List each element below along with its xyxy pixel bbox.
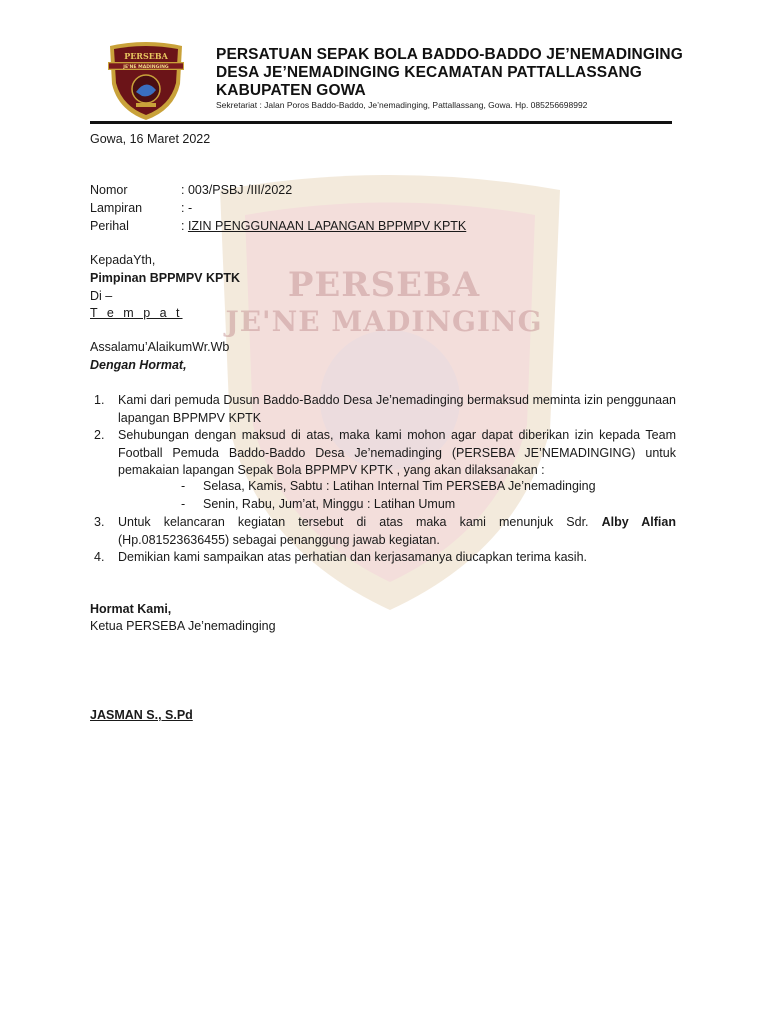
list-item-text	[118, 514, 676, 549]
nomor-label: Nomor	[90, 183, 128, 197]
club-logo	[106, 40, 186, 122]
header-rule	[90, 121, 672, 124]
letter-date: Gowa, 16 Maret 2022	[90, 132, 211, 146]
list-item	[94, 549, 676, 567]
greeting-salam: Assalamu’AlaikumWr.Wb	[90, 340, 230, 354]
closing-hormat-kami: Hormat Kami,	[90, 602, 172, 616]
lampiran-label: Lampiran	[90, 201, 143, 215]
signer-name: JASMAN S., S.Pd	[90, 708, 193, 722]
list-item	[94, 514, 676, 550]
logo-title-text: PERSEBA	[124, 51, 168, 61]
logo-band-text: JE'NE MADINGING	[123, 65, 169, 70]
list-item-number: 2.	[94, 428, 105, 442]
watermark-text-bottom: JE'NE MADINGING	[225, 305, 543, 338]
responsible-person: Alby Alfian	[601, 515, 676, 529]
perihal-value-line	[181, 219, 466, 233]
schedule-item: Selasa, Kamis, Sabtu : Latihan Internal Tim PERSEBA Je’nemadinging	[203, 479, 596, 493]
recipient-di: Di –	[90, 289, 113, 303]
secretariat-address: Sekretariat : Jalan Poros Baddo-Baddo, Je’nemadinging, Pattallassang, Gowa. Hp. 085256698992	[216, 100, 588, 110]
perihal-colon: :	[181, 219, 188, 233]
watermark-text-top: PERSEBA	[287, 265, 481, 305]
item3-text-post: (Hp.081523636455) sebagai penanggung jawab kegiatan.	[118, 532, 440, 547]
list-item	[94, 427, 676, 481]
list-item-text: Kami dari pemuda Dusun Baddo-Baddo Desa Je’nemadinging bermaksud meminta izin penggunaan lapangan BPPMPV KPTK	[118, 393, 676, 425]
schedule-item: Senin, Rabu, Jum’at, Minggu : Latihan Umum	[203, 497, 456, 511]
item3-text-pre: Untuk kelancaran kegiatan tersebut di atas maka kami menunjuk Sdr.	[118, 515, 602, 529]
nomor-value: : 003/PSBJ /III/2022	[181, 183, 293, 197]
recipient-name: Pimpinan BPPMPV KPTK	[90, 271, 241, 285]
greeting-hormat: Dengan Hormat,	[90, 358, 187, 372]
kepada-yth: KepadaYth,	[90, 253, 156, 267]
list-item-number: 4.	[94, 550, 105, 564]
org-name-line1: PERSATUAN SEPAK BOLA BADDO-BADDO JE’NEMADINGING	[216, 46, 683, 63]
lampiran-value: : -	[181, 201, 193, 215]
perihal-value: IZIN PENGGUNAAN LAPANGAN BPPMPV KPTK	[187, 219, 467, 233]
org-name-line3: KABUPATEN GOWA	[216, 82, 366, 99]
list-item-text: Sehubungan dengan maksud di atas, maka kami mohon agar dapat diberikan izin kepada Team Football Pemuda Baddo-Baddo Desa Je’nemadinging (PERSEBA JE’NEMADINGING) untuk pemakaian lapangan Sepak Bola BPPMPV KPTK , yang akan dilaksanakan :	[118, 428, 676, 477]
org-name-line2: DESA JE’NEMADINGING KECAMATAN PATTALLASSANG	[216, 64, 642, 81]
schedule-dash: -	[181, 479, 186, 493]
recipient-tempat: T e m p a t	[90, 306, 183, 320]
list-item	[94, 392, 676, 428]
signer-position: Ketua PERSEBA Je’nemadinging	[90, 619, 276, 633]
list-item-number: 3.	[94, 515, 105, 529]
schedule-dash: -	[181, 497, 186, 511]
list-item-number: 1.	[94, 393, 105, 407]
perihal-label: Perihal	[90, 219, 129, 233]
list-item-text: Demikian kami sampaikan atas perhatian dan kerjasamanya diucapkan terima kasih.	[118, 550, 587, 564]
